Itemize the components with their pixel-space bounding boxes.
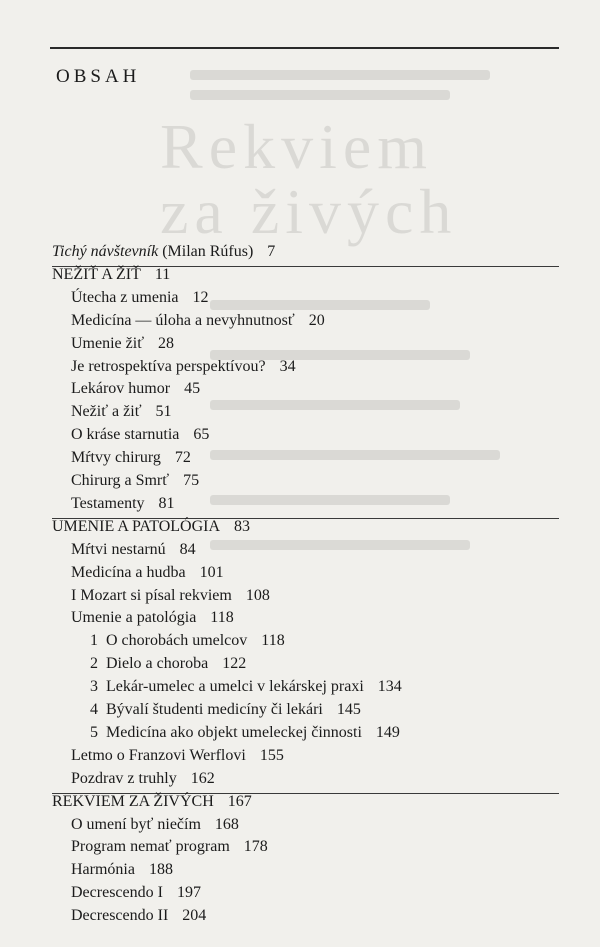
toc-entry[interactable] — [71, 586, 270, 606]
toc-entry[interactable] — [90, 677, 402, 697]
toc-section[interactable] — [52, 517, 250, 537]
toc-entry-page: 168 — [214, 815, 239, 833]
toc-entry-author: (Milan Rúfus) — [158, 243, 254, 260]
toc-entry[interactable] — [90, 723, 400, 743]
toc-entry-number: 2 — [90, 655, 98, 673]
toc-entry-title: Tichý návštevník — [52, 243, 159, 260]
toc-entry[interactable] — [71, 837, 268, 857]
toc-entry[interactable] — [71, 769, 215, 789]
toc-entry[interactable] — [71, 608, 234, 628]
toc-entry-title: Lekárov humor — [71, 380, 171, 398]
toc-entry-page: 12 — [192, 288, 209, 306]
toc-entry-title: Je retrospektíva perspektívou? — [71, 357, 266, 375]
toc-section[interactable] — [52, 265, 170, 285]
toc-entry[interactable] — [71, 379, 200, 399]
toc-entry-page: 204 — [182, 907, 207, 925]
toc-entry-page: 101 — [199, 563, 224, 581]
toc-entry[interactable] — [71, 357, 296, 377]
toc-entry-title: I Mozart si písal rekviem — [71, 586, 232, 604]
toc-entry-title: Chirurg a Smrť — [71, 472, 170, 489]
toc-entry-title: Medicína — úloha a nevyhnutnosť — [71, 311, 295, 329]
toc-entry[interactable] — [90, 631, 285, 651]
toc-entry-page: 167 — [227, 792, 252, 810]
toc-entry-page: 28 — [158, 334, 175, 352]
toc-entry[interactable] — [71, 563, 224, 583]
toc-entry-number: 1 — [90, 632, 98, 650]
toc-entry[interactable] — [71, 815, 239, 835]
toc-entry-page: 20 — [308, 311, 325, 329]
toc-entry-title: Medicína a hudba — [71, 563, 186, 581]
toc-entry[interactable] — [71, 494, 175, 514]
toc-entry-page: 75 — [183, 472, 200, 489]
toc-entry-title: O umení byť niečím — [71, 815, 201, 833]
toc-entry-page: 134 — [377, 678, 402, 696]
toc-entry-page: 155 — [259, 746, 284, 764]
toc-entry-title: Mŕtvi nestarnú — [71, 540, 166, 558]
toc-entry-title: Letmo o Franzovi Werflovi — [71, 746, 246, 764]
toc-entry-title: Umenie a patológia — [71, 609, 197, 627]
toc-entry[interactable] — [71, 311, 325, 331]
toc-entry-title: O kráse starnutia — [71, 426, 180, 444]
toc-entry-page: 118 — [210, 609, 234, 627]
toc-entry-page: 188 — [148, 861, 173, 879]
toc-entry[interactable] — [71, 425, 209, 445]
toc-entry[interactable] — [71, 906, 206, 926]
toc-entry[interactable] — [71, 540, 196, 560]
toc-entry-page: 65 — [193, 426, 210, 444]
toc-entry-page: 145 — [336, 701, 361, 718]
toc-entry-page: 72 — [174, 449, 191, 467]
toc-entry[interactable] — [52, 242, 275, 262]
toc-entry[interactable] — [71, 471, 199, 491]
toc-entry[interactable] — [90, 654, 246, 674]
toc-entry-page: 149 — [375, 723, 400, 741]
toc-entry[interactable] — [71, 883, 201, 903]
toc-entry-title: Harmónia — [71, 861, 135, 879]
toc-entry[interactable] — [71, 746, 284, 766]
toc-entry[interactable] — [90, 700, 361, 720]
toc-entry-number: 4 — [90, 701, 98, 718]
toc-entry-title: UMENIE A PATOLÓGIA — [52, 517, 221, 535]
top-rule — [50, 47, 559, 49]
toc-entry-title: Mŕtvy chirurg — [71, 449, 161, 467]
toc-entry-title: Decrescendo I — [71, 884, 163, 902]
toc-entry-page: 81 — [158, 494, 175, 512]
show-through-text: Rekviem za živých — [150, 50, 570, 570]
toc-entry[interactable] — [71, 860, 173, 880]
toc-entry-page: 45 — [184, 380, 201, 398]
toc-entry-title: Program nemať program — [71, 838, 230, 856]
toc-entry-title: Dielo a choroba — [106, 655, 209, 673]
toc-entry-page: 84 — [179, 540, 196, 558]
toc-entry-page: 118 — [261, 632, 285, 650]
toc-entry-number: 5 — [90, 723, 98, 741]
toc-entry-title: Testamenty — [71, 494, 145, 512]
toc-entry-title: NEŽIŤ A ŽIŤ — [52, 265, 141, 283]
toc-entry-page: 83 — [234, 517, 251, 535]
toc-entry[interactable] — [71, 402, 172, 422]
toc-entry-page: 51 — [155, 403, 172, 421]
toc-entry-title: Decrescendo II — [71, 907, 169, 925]
toc-entry-title: Lekár-umelec a umelci v lekárskej praxi — [106, 678, 364, 696]
toc-entry-page: 122 — [222, 655, 247, 673]
toc-entry[interactable] — [71, 334, 174, 354]
toc-entry-title: Medicína ako objekt umeleckej činnosti — [106, 723, 362, 741]
toc-entry-title: O chorobách umelcov — [106, 632, 248, 650]
toc-entry-page: 7 — [267, 243, 276, 260]
toc-entry[interactable] — [71, 448, 191, 468]
toc-entry-title: Pozdrav z truhly — [71, 769, 177, 787]
toc-entry-number: 3 — [90, 678, 98, 696]
toc-entry-title: Nežiť a žiť — [71, 403, 142, 421]
toc-entry-page: 178 — [243, 838, 268, 856]
toc-entry-title: Umenie žiť — [71, 334, 145, 352]
toc-entry-title: Útecha z umenia — [71, 288, 179, 306]
toc-section[interactable] — [52, 792, 252, 812]
toc-entry-title: REKVIEM ZA ŽIVÝCH — [52, 792, 214, 810]
toc-entry-page: 197 — [176, 884, 201, 902]
toc-entry-title: Bývalí študenti medicíny či lekári — [106, 701, 323, 718]
toc-entry-page: 162 — [190, 769, 215, 787]
toc-heading: OBSAH — [56, 66, 141, 87]
toc-entry-page: 108 — [245, 586, 270, 604]
toc-entry-page: 11 — [154, 265, 171, 283]
toc-entry[interactable] — [71, 288, 209, 308]
toc-entry-page: 34 — [279, 357, 296, 375]
